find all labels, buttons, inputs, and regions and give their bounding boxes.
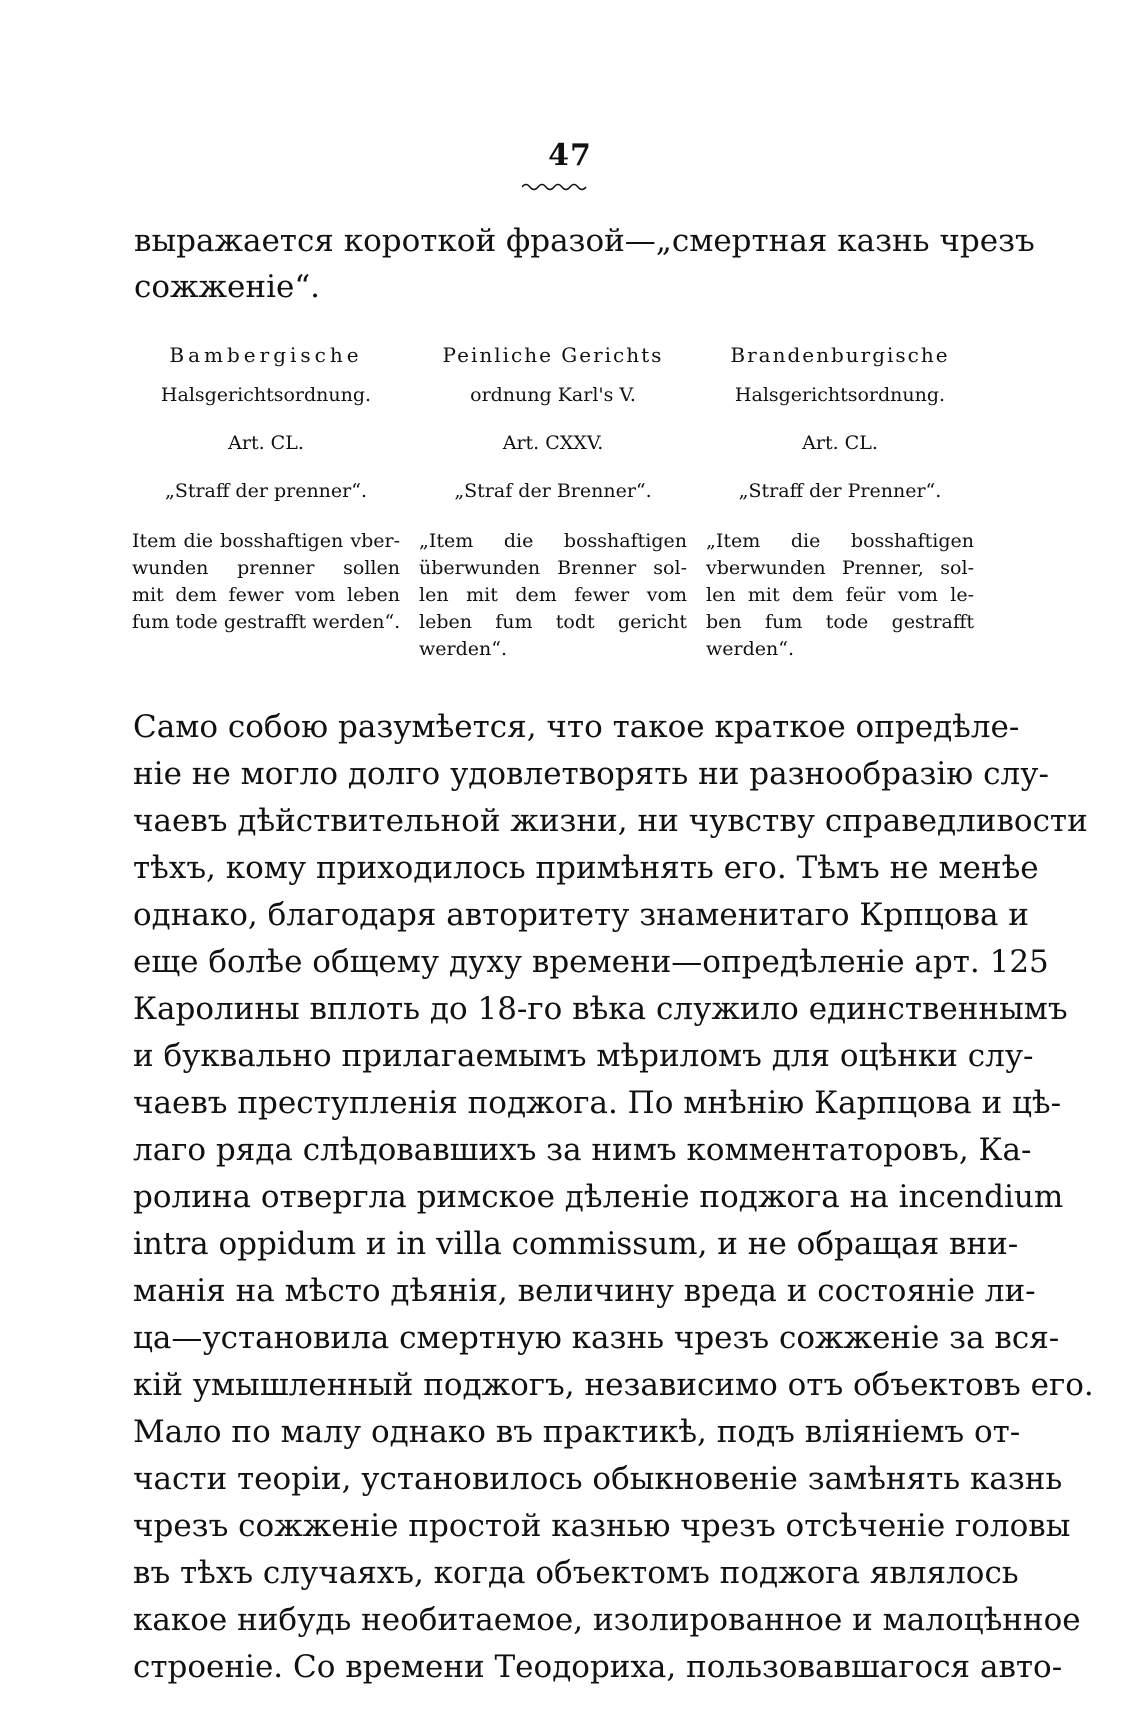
main-line: однако, благодаря авторитету знаменитаго Крпцова и <box>133 897 1029 933</box>
main-paragraph <box>133 704 1094 1691</box>
column-heading: „Straf der Brenner“. <box>454 480 652 502</box>
main-line: тѣхъ, кому приходилось примѣнять его. Тѣмъ не менѣе <box>133 850 1039 886</box>
main-line: Само собою разумѣется, что такое краткое опредѣле- <box>133 709 1020 745</box>
main-line: чрезъ сожженіе простой казнью чрезъ отсѣченіе головы <box>133 1508 1071 1544</box>
column-body-line: leben fum todt gericht <box>419 611 687 633</box>
column-body-line: werden“. <box>706 638 794 660</box>
column-body-line: ben fum tode gestrafft <box>706 611 974 633</box>
intro-line-2: сожженіе“. <box>134 269 321 305</box>
column-body-line: len mit dem fewer vom <box>419 584 687 606</box>
column-subtitle: Halsgerichtsordnung. <box>160 384 372 406</box>
main-line: Каролины вплоть до 18-го вѣка служило единственнымъ <box>133 991 1068 1027</box>
main-line: чаевъ преступленія поджога. По мнѣнію Карпцова и цѣ- <box>133 1085 1062 1121</box>
page-number: 47 <box>548 138 592 173</box>
main-line: строеніе. Со времени Теодориха, пользовавшагося авто- <box>133 1649 1063 1685</box>
intro-paragraph <box>134 218 1035 310</box>
column-title: Bambergische <box>169 343 363 367</box>
intro-line-1: выражается короткой фразой—„смертная казнь чрезъ <box>134 223 1035 259</box>
main-line: ролина отвергла римское дѣленіе поджога на incendium <box>133 1179 1064 1215</box>
column-body-line: mit dem fewer vom leben <box>132 584 400 606</box>
column-bambergische <box>132 340 400 663</box>
main-line: какое нибудь необитаемое, изолированное и малоцѣнное <box>133 1602 1081 1638</box>
page-number-ornament <box>522 182 588 192</box>
main-line: лаго ряда слѣдовавшихъ за нимъ комментаторовъ, Ка- <box>133 1132 1032 1168</box>
column-body-line: len mit dem feür vom le- <box>706 584 974 606</box>
column-body <box>132 528 400 636</box>
column-body-line: fum tode gestrafft werden“. <box>132 611 401 633</box>
column-title: Peinliche Gerichts <box>442 343 664 367</box>
column-heading: „Straff der Prenner“. <box>738 480 942 502</box>
main-line: манія на мѣсто дѣянія, величину вреда и состояніе ли- <box>133 1273 1036 1309</box>
column-body-line: „Item die bosshaftigen <box>419 530 687 552</box>
main-line: ца—установила смертную казнь чрезъ сожженіе за вся- <box>133 1320 1060 1356</box>
column-body-line: überwunden Brenner sol- <box>419 557 687 579</box>
main-line: ніе не могло долго удовлетворять ни разнообразію слу- <box>133 756 1049 792</box>
column-article: Art. CXXV. <box>502 432 604 454</box>
main-line: еще болѣе общему духу времени—опредѣленіе арт. 125 <box>133 944 1049 980</box>
main-line: въ тѣхъ случаяхъ, когда объектомъ поджога являлось <box>133 1555 1019 1591</box>
column-brandenburgische <box>706 340 974 663</box>
column-body <box>419 528 687 663</box>
main-line: чаевъ дѣйствительной жизни, ни чувству справедливости <box>133 803 1088 839</box>
column-body-line: vberwunden Prenner, sol- <box>706 557 974 579</box>
column-body-line: „Item die bosshaftigen <box>706 530 974 552</box>
column-article: Art. CL. <box>228 432 304 454</box>
column-body <box>706 528 974 663</box>
column-peinliche <box>419 340 687 663</box>
column-body-line: werden“. <box>419 638 507 660</box>
main-line: Мало по малу однако въ практикѣ, подъ вліяніемъ от- <box>133 1414 1021 1450</box>
main-line: intra oppidum и in villa commissum, и не обращая вни- <box>133 1226 1019 1262</box>
comparison-columns <box>132 340 974 663</box>
main-line: части теоріи, установилось обыкновеніе замѣнять казнь <box>133 1461 1063 1497</box>
column-subtitle: ordnung Karl's V. <box>470 384 636 406</box>
main-line: и буквально прилагаемымъ мѣриломъ для оцѣнки слу- <box>133 1038 1034 1074</box>
column-body-line: wunden prenner sollen <box>132 557 400 579</box>
column-article: Art. CL. <box>802 432 878 454</box>
column-title: Brandenburgische <box>730 343 950 367</box>
column-subtitle: Halsgerichtsordnung. <box>734 384 946 406</box>
column-body-line: Item die bosshaftigen vber- <box>132 530 400 552</box>
main-line: кій умышленный поджогъ, независимо отъ объектовъ его. <box>133 1367 1094 1403</box>
column-heading: „Straff der prenner“. <box>164 480 367 502</box>
